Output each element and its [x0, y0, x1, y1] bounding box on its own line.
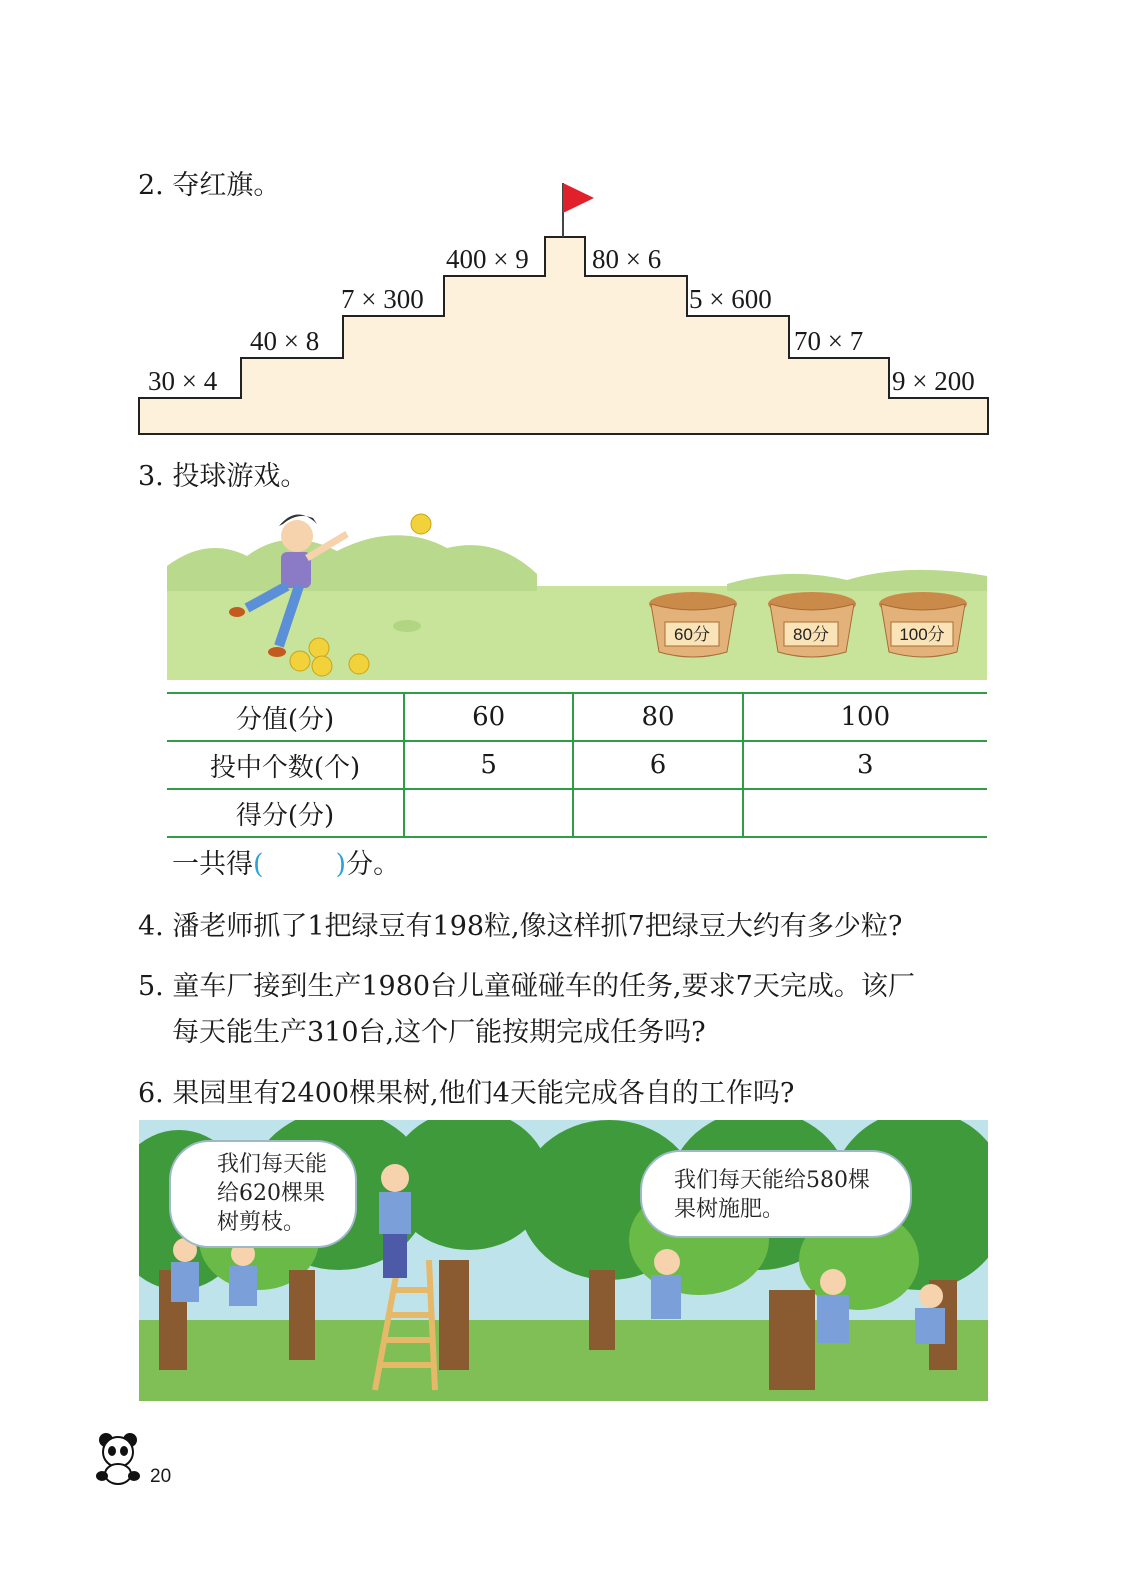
- table-cell: 80: [573, 693, 742, 741]
- basket-label-80: 80分: [793, 625, 829, 644]
- speech-bubble-pruning: [169, 1140, 357, 1248]
- bubble-line: 给620棵果: [217, 1181, 325, 1206]
- ball-icon: [290, 651, 310, 671]
- answer-paren-close: ): [335, 849, 347, 880]
- ball-icon: [309, 638, 329, 658]
- step-left-2: 40 × 8: [250, 326, 320, 356]
- q4-text: 4. 潘老师抓了1把绿豆有198粒,像这样抓7把绿豆大约有多少粒?: [138, 911, 903, 942]
- score-table: [167, 692, 987, 838]
- step-right-2: 5 × 600: [689, 284, 772, 314]
- page-number: 20: [150, 1466, 172, 1487]
- speech-bubble-fertilizing: [640, 1150, 912, 1238]
- ball-icon: [349, 654, 369, 674]
- step-right-1: 80 × 6: [592, 244, 662, 274]
- q5-line1: 5. 童车厂接到生产1980台儿童碰碰车的任务,要求7天完成。该厂: [138, 971, 915, 1002]
- total-score-line: [172, 842, 400, 888]
- answer-cell[interactable]: [743, 789, 987, 837]
- step-left-1: 30 × 4: [148, 366, 218, 396]
- ball-game-illustration: [167, 496, 987, 680]
- basket-60: [649, 592, 737, 657]
- step-right-3: 70 × 7: [794, 326, 864, 356]
- q3-title: 3. 投球游戏。: [138, 461, 308, 492]
- table-cell: 60: [404, 693, 573, 741]
- bubble-line: 我们每天能: [217, 1152, 328, 1177]
- q2-title: 2. 夺红旗。: [138, 170, 281, 201]
- step-left-3: 7 × 300: [341, 284, 424, 314]
- answer-cell[interactable]: [404, 789, 573, 837]
- ball-icon: [312, 656, 332, 676]
- table-cell: 3: [743, 741, 987, 789]
- basket-80: [768, 592, 856, 657]
- answer-cell[interactable]: [573, 789, 742, 837]
- ball-icon: [411, 514, 431, 534]
- table-row: [167, 693, 987, 741]
- bubble-line: 树剪枝。: [217, 1210, 306, 1235]
- table-row: [167, 789, 987, 837]
- step-right-4: 9 × 200: [892, 366, 975, 396]
- total-prefix: 一共得: [172, 849, 253, 880]
- answer-paren-open: (: [253, 849, 264, 880]
- table-cell: 100: [743, 693, 987, 741]
- step-left-4: 400 × 9: [446, 244, 529, 274]
- q5-line2: 每天能生产310台,这个厂能按期完成任务吗?: [172, 1017, 706, 1048]
- bubble-line: 果树施肥。: [674, 1197, 785, 1222]
- q6-text: 6. 果园里有2400棵果树,他们4天能完成各自的工作吗?: [138, 1078, 795, 1109]
- table-row: [167, 741, 987, 789]
- row-header-points: 分值(分): [167, 693, 404, 741]
- red-flag-icon: [563, 183, 594, 213]
- total-suffix: 分。: [346, 849, 401, 880]
- table-cell: 5: [404, 741, 573, 789]
- bubble-line: 我们每天能给580棵: [674, 1168, 870, 1193]
- basket-100: [879, 592, 967, 657]
- panda-icon: [92, 1432, 144, 1486]
- table-cell: 6: [573, 741, 742, 789]
- row-header-score: 得分(分): [167, 789, 404, 837]
- row-header-hits: 投中个数(个): [167, 741, 404, 789]
- basket-label-100: 100分: [899, 625, 945, 644]
- basket-label-60: 60分: [674, 625, 710, 644]
